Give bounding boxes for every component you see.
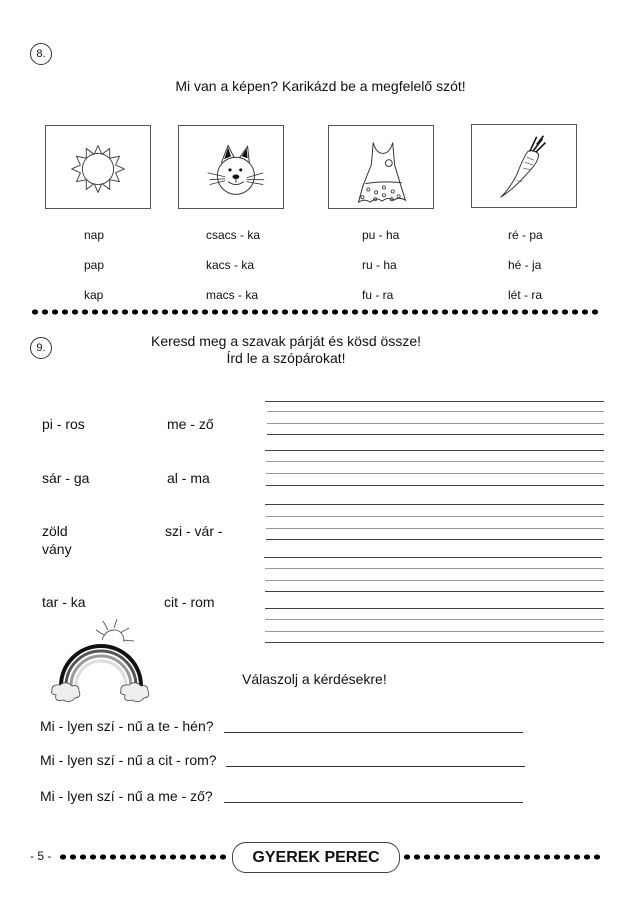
- carrot-icon: [472, 125, 576, 207]
- option-word[interactable]: fu - ra: [362, 288, 394, 302]
- question: Mi - lyen szí - nű a me - ző?: [40, 788, 213, 804]
- answer-line[interactable]: [226, 766, 525, 767]
- word-right[interactable]: szi - vár -: [165, 523, 223, 539]
- option-word[interactable]: nap: [84, 228, 105, 242]
- writing-line-guide: [267, 423, 604, 424]
- answer-line[interactable]: [224, 802, 523, 803]
- exercise-number-9: 9.: [30, 337, 52, 359]
- writing-line-guide: [265, 580, 604, 581]
- rainbow-icon: [48, 614, 168, 704]
- writing-line-guide: [266, 461, 604, 462]
- writing-line: [265, 608, 604, 609]
- option-word[interactable]: lét - ra: [508, 288, 543, 302]
- dress-picture[interactable]: [328, 125, 434, 209]
- cat-picture[interactable]: [178, 125, 284, 209]
- writing-line: [266, 485, 604, 486]
- writing-line-guide: [267, 411, 604, 412]
- word-right[interactable]: al - ma: [167, 470, 210, 486]
- answer-line[interactable]: [224, 732, 523, 733]
- diamond-separator: [30, 309, 600, 315]
- question: Mi - lyen szí - nű a cit - rom?: [40, 752, 217, 768]
- option-word[interactable]: pu - ha: [362, 228, 400, 242]
- word-left[interactable]: tar - ka: [42, 594, 86, 610]
- diamond-separator-right: [402, 854, 602, 860]
- rainbow-illustration: [48, 614, 168, 704]
- writing-line: [266, 539, 604, 540]
- writing-line-guide: [265, 631, 604, 632]
- sun-icon: [46, 126, 150, 208]
- word-left[interactable]: pi - ros: [42, 416, 85, 432]
- carrot-picture[interactable]: [471, 124, 577, 208]
- word-left[interactable]: zöld: [42, 523, 68, 539]
- dress-icon: [329, 126, 433, 208]
- option-word[interactable]: pap: [84, 258, 105, 272]
- option-word[interactable]: kap: [84, 288, 104, 302]
- writing-line-guide: [266, 473, 604, 474]
- option-word[interactable]: macs - ka: [206, 288, 259, 302]
- exercise9-instruction: [148, 333, 424, 367]
- writing-line: [267, 434, 604, 435]
- option-word[interactable]: ru - ha: [362, 258, 397, 272]
- writing-line-guide: [266, 516, 604, 517]
- option-word[interactable]: kacs - ka: [206, 258, 255, 272]
- question: Mi - lyen szí - nű a te - hén?: [40, 718, 214, 734]
- word-right[interactable]: me - ző: [167, 416, 214, 432]
- diamond-separator-left: [58, 854, 230, 860]
- writing-line: [265, 642, 604, 643]
- writing-line: [265, 401, 604, 402]
- writing-line-guide: [265, 568, 604, 569]
- page-number: - 5 -: [30, 849, 52, 863]
- answer-instruction: Válaszolj a kérdésekre!: [242, 671, 387, 687]
- writing-line-guide: [265, 619, 604, 620]
- writing-line: [265, 504, 604, 505]
- writing-line: [265, 591, 604, 592]
- writing-line: [265, 450, 604, 451]
- word-left[interactable]: sár - ga: [42, 470, 90, 486]
- exercise9-instruction-line1: Keresd meg a szavak párját és kösd össze!: [150, 333, 422, 349]
- exercise8-instruction: Mi van a képen? Karikázd be a megfelelő szót!: [175, 78, 466, 94]
- sun-picture[interactable]: [45, 125, 151, 209]
- cat-icon: [179, 126, 283, 208]
- option-word[interactable]: ré - pa: [508, 228, 543, 242]
- word-right[interactable]: cit - rom: [164, 594, 215, 610]
- brand-badge: GYEREK PEREC: [232, 842, 400, 873]
- word-left-continued[interactable]: vány: [42, 541, 72, 557]
- writing-line-guide: [266, 528, 604, 529]
- exercise-number-8: 8.: [30, 43, 52, 65]
- option-word[interactable]: csacs - ka: [206, 228, 261, 242]
- exercise9-instruction-line2: Írd le a szópárokat!: [226, 350, 346, 366]
- writing-line: [264, 557, 602, 558]
- option-word[interactable]: hé - ja: [508, 258, 542, 272]
